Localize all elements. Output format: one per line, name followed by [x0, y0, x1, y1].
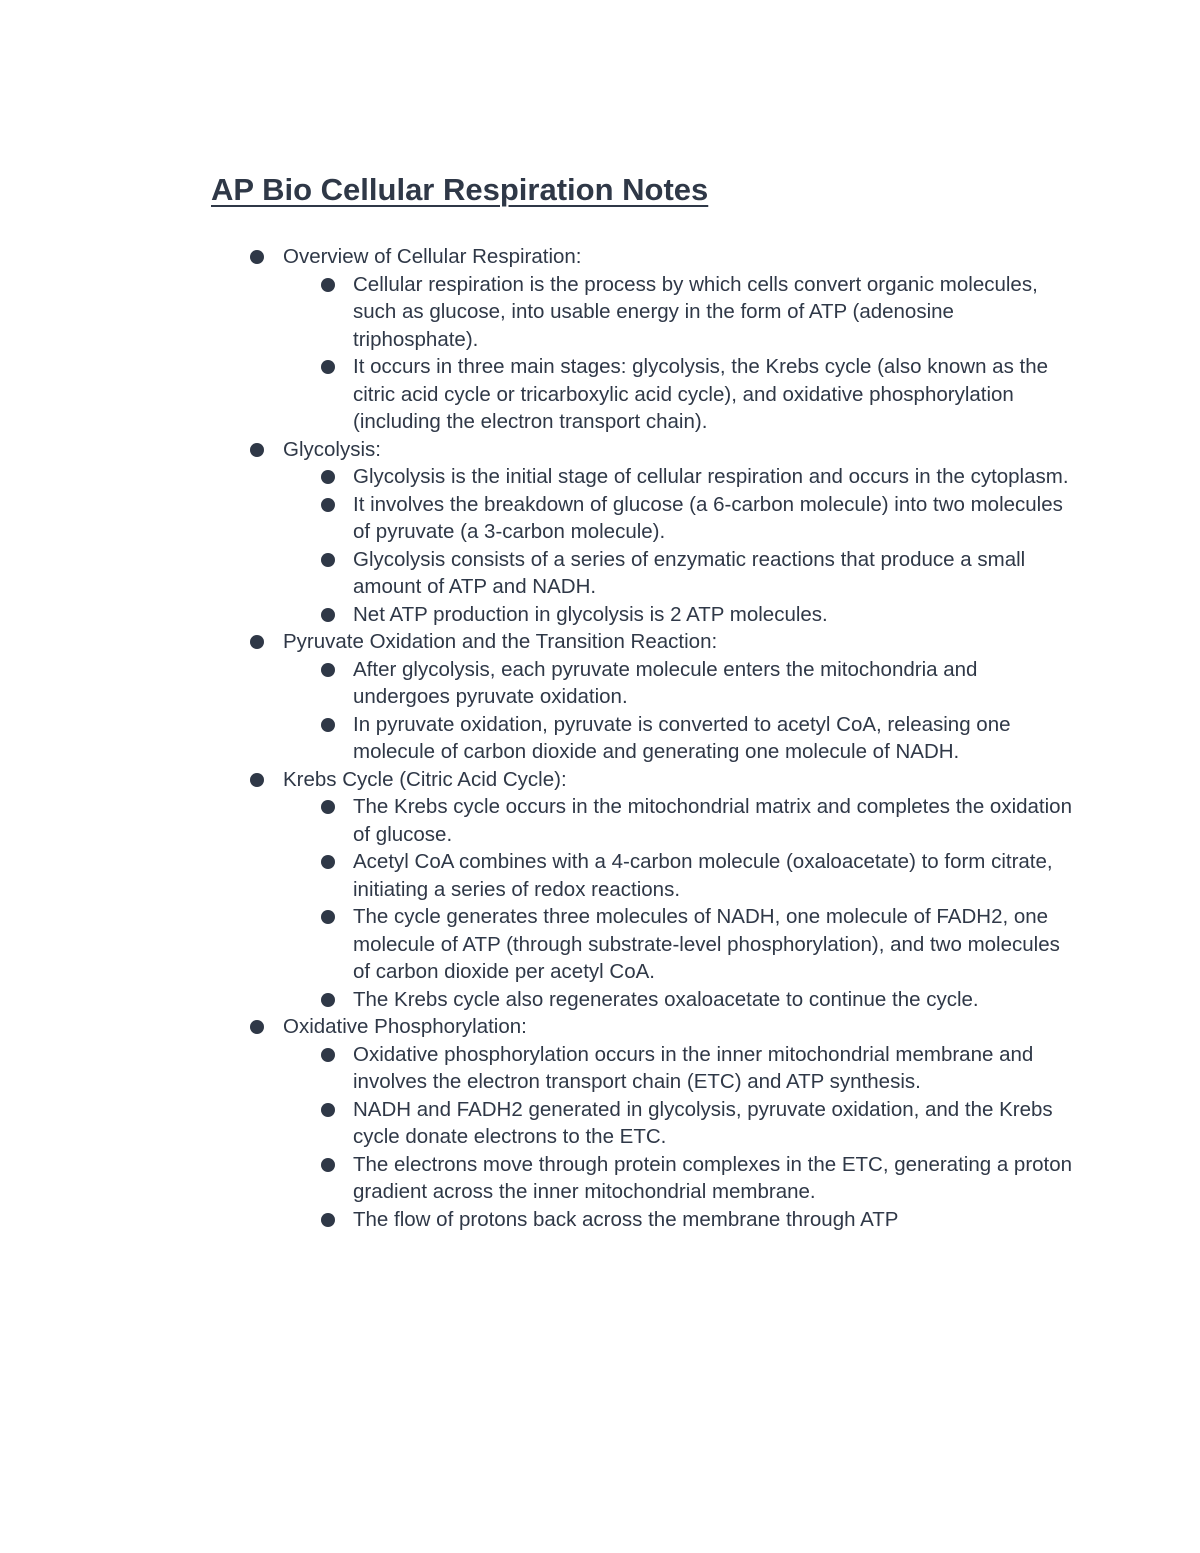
bullet-icon — [321, 910, 335, 924]
list-item-text: The cycle generates three molecules of NADH, one molecule of FADH2, one molecule of ATP (through substrate-level phosphorylation), and two molecules of carbon dioxide per acetyl CoA. — [353, 905, 1060, 983]
bullet-icon — [250, 443, 264, 457]
sub-list — [283, 463, 1076, 628]
bullet-icon — [321, 800, 335, 814]
sub-list — [283, 656, 1076, 766]
list-item — [283, 1206, 1076, 1234]
sub-list — [283, 271, 1076, 436]
list-item — [283, 1151, 1076, 1206]
list-item — [283, 711, 1076, 766]
section-heading: Glycolysis: — [283, 437, 381, 461]
sub-list — [283, 1041, 1076, 1234]
bullet-icon — [250, 635, 264, 649]
section-pyruvate-oxidation — [246, 628, 1076, 766]
bullet-icon — [321, 1213, 335, 1227]
bullet-icon — [321, 553, 335, 567]
section-heading: Krebs Cycle (Citric Acid Cycle): — [283, 767, 567, 791]
list-item — [283, 1096, 1076, 1151]
list-item-text: The Krebs cycle occurs in the mitochondrial matrix and completes the oxidation of glucose. — [353, 795, 1072, 846]
list-item-text: The Krebs cycle also regenerates oxaloacetate to continue the cycle. — [353, 987, 979, 1011]
list-item — [283, 491, 1076, 546]
section-krebs-cycle — [246, 766, 1076, 1014]
list-item — [283, 601, 1076, 629]
list-item-text: Oxidative phosphorylation occurs in the inner mitochondrial membrane and involves the electron transport chain (ETC) and ATP synthesis. — [353, 1042, 1034, 1093]
bullet-icon — [321, 278, 335, 292]
section-heading: Overview of Cellular Respiration: — [283, 245, 582, 268]
section-heading: Oxidative Phosphorylation: — [283, 1015, 527, 1038]
bullet-icon — [321, 993, 335, 1007]
bullet-icon — [321, 470, 335, 484]
section-glycolysis — [246, 436, 1076, 629]
list-item — [283, 986, 1076, 1014]
list-item-text: Net ATP production in glycolysis is 2 ATP molecules. — [353, 602, 828, 626]
bullet-icon — [321, 718, 335, 732]
bullet-icon — [321, 498, 335, 512]
list-item — [283, 353, 1076, 436]
list-item-text: In pyruvate oxidation, pyruvate is converted to acetyl CoA, releasing one molecule of carbon dioxide and generating one molecule of NADH. — [353, 712, 1011, 763]
section-oxidative-phosphorylation — [246, 1013, 1076, 1233]
bullet-icon — [321, 1048, 335, 1062]
notes-outline — [246, 243, 1076, 1233]
bullet-icon — [321, 1158, 335, 1172]
list-item-text: The electrons move through protein complexes in the ETC, generating a proton gradient across the inner mitochondrial membrane. — [353, 1152, 1073, 1203]
list-item — [283, 903, 1076, 986]
bullet-icon — [321, 855, 335, 869]
list-item — [283, 271, 1076, 354]
list-item — [283, 848, 1076, 903]
bullet-icon — [321, 663, 335, 677]
bullet-icon — [321, 1103, 335, 1117]
list-item-text: Glycolysis is the initial stage of cellular respiration and occurs in the cytoplasm. — [353, 465, 1069, 488]
list-item-text: It involves the breakdown of glucose (a 6-carbon molecule) into two molecules of pyruvate (a 3-carbon molecule). — [353, 492, 1063, 543]
bullet-icon — [321, 360, 335, 374]
list-item-text: It occurs in three main stages: glycolysis, the Krebs cycle (also known as the citric acid cycle or tricarboxylic acid cycle), and oxidative phosphorylation (including the electron transport chain). — [353, 355, 1049, 433]
list-item — [283, 656, 1076, 711]
bullet-icon — [250, 1020, 264, 1034]
page-title: AP Bio Cellular Respiration Notes — [211, 172, 709, 207]
bullet-icon — [250, 773, 264, 787]
list-item-text: After glycolysis, each pyruvate molecule enters the mitochondria and undergoes pyruvate oxidation. — [353, 657, 978, 708]
list-item — [283, 546, 1076, 601]
bullet-icon — [250, 250, 264, 264]
section-heading: Pyruvate Oxidation and the Transition Reaction: — [283, 630, 718, 653]
list-item-text: The flow of protons back across the membrane through ATP — [353, 1207, 899, 1231]
list-item — [283, 1041, 1076, 1096]
list-item-text: Cellular respiration is the process by which cells convert organic molecules, such as glucose, into usable energy in the form of ATP (adenosine triphosphate). — [353, 272, 1038, 351]
list-item-text: Acetyl CoA combines with a 4-carbon molecule (oxaloacetate) to form citrate, initiating a series of redox reactions. — [353, 850, 1053, 901]
list-item-text: Glycolysis consists of a series of enzymatic reactions that produce a small amount of ATP and NADH. — [353, 547, 1026, 598]
list-item — [283, 793, 1076, 848]
sub-list — [283, 793, 1076, 1013]
bullet-icon — [321, 608, 335, 622]
section-overview — [246, 243, 1076, 436]
list-item-text: NADH and FADH2 generated in glycolysis, pyruvate oxidation, and the Krebs cycle donate electrons to the ETC. — [353, 1097, 1053, 1148]
list-item — [283, 463, 1076, 491]
